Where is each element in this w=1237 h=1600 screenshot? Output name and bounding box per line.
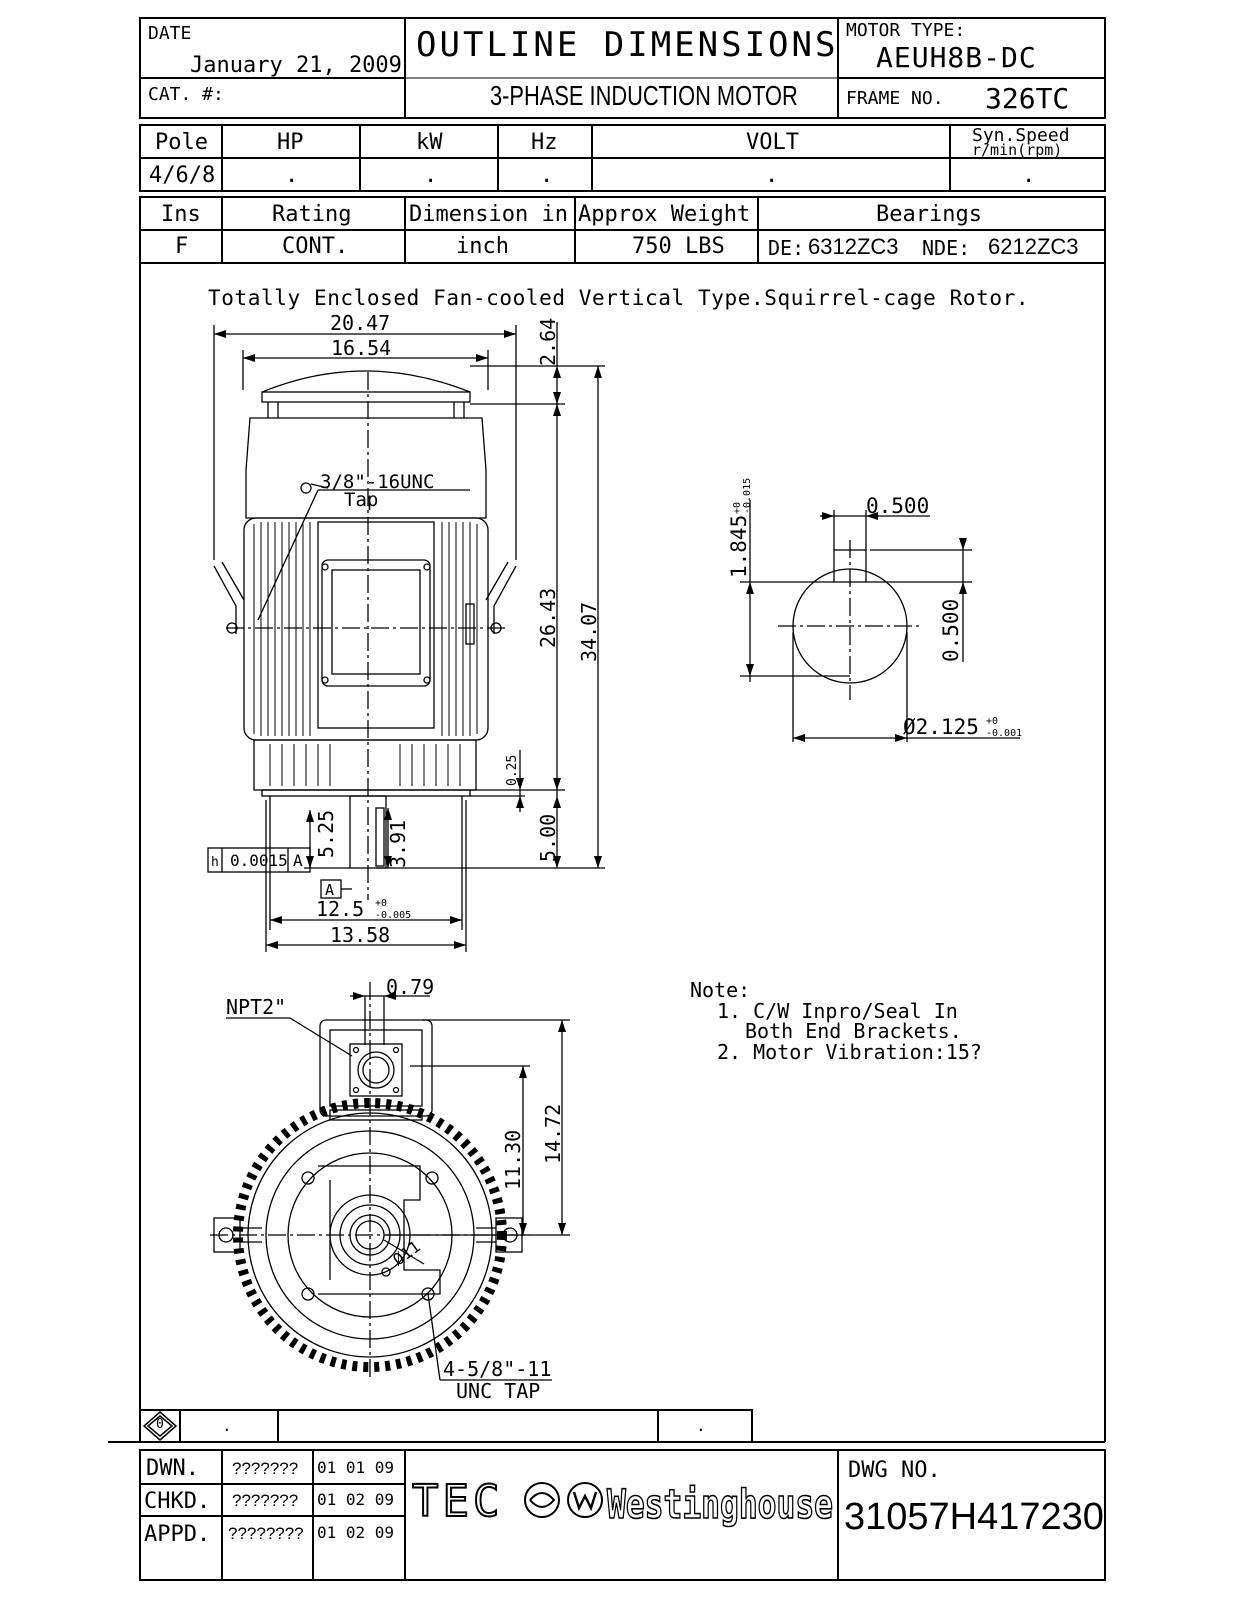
dim-pilot-tol-top: +0	[375, 898, 388, 909]
page-title: OUTLINE DIMENSIONS	[416, 25, 839, 65]
dim-key-height: 0.500	[939, 598, 963, 662]
dwn-name: ???????	[232, 1459, 299, 1478]
dwg-label: DWG NO.	[848, 1458, 941, 1483]
drawing-caption: Totally Enclosed Fan-cooled Vertical Type.Squirrel-cage Rotor.	[208, 286, 1030, 310]
chkd-label: CHKD.	[144, 1489, 211, 1514]
cat-label: CAT. #:	[148, 84, 224, 105]
dim-bolt-circle: Ø11	[389, 1236, 424, 1270]
dim-shaft-tol-top: +0	[986, 716, 999, 727]
frame-value: 326TC	[985, 82, 1070, 115]
datum-a-label: A	[325, 881, 335, 899]
dim-tap-label: Tap	[344, 489, 379, 511]
dim-total-height: 34.07	[577, 601, 601, 662]
col-speed-header: Syn.Speed	[972, 125, 1070, 146]
frame-label: FRAME NO.	[846, 88, 944, 109]
tolerance-value: 0.0015	[230, 851, 288, 870]
col-weight-header: Approx Weight	[578, 202, 751, 227]
dim-pilot: 12.5	[316, 897, 365, 921]
motor-type-label: MOTOR TYPE:	[846, 20, 966, 41]
kw-value: .	[424, 163, 438, 188]
dim-npt: NPT2"	[226, 995, 287, 1019]
dim-bolt-tap-label: UNC TAP	[456, 1379, 541, 1403]
dim-conduit-height: 11.30	[501, 1129, 525, 1190]
hz-value: .	[540, 163, 554, 188]
revision-dot-1: .	[222, 1416, 232, 1435]
dwg-number: 31057H417230	[844, 1496, 1104, 1538]
col-volt-header: VOLT	[746, 130, 799, 155]
appd-name: ????????	[228, 1524, 304, 1543]
speed-value: .	[1022, 163, 1036, 188]
note-2: 2. Motor Vibration:15?	[717, 1040, 982, 1064]
appd-label: APPD.	[144, 1522, 211, 1547]
col-speed-unit: r/min(rpm)	[972, 141, 1063, 159]
dim-key-tol-bottom: -0.015	[742, 477, 753, 514]
nde-label: NDE:	[922, 236, 971, 260]
note-1-cont: Both End Brackets.	[745, 1019, 962, 1043]
col-ins-header: Ins	[161, 202, 201, 227]
nde-value: 6212ZC3	[988, 234, 1079, 259]
note-1: 1. C/W Inpro/Seal In	[717, 999, 958, 1023]
dim-shaft-extension: 5.00	[536, 813, 560, 862]
page-subtitle: 3-PHASE INDUCTION MOTOR	[490, 80, 798, 111]
tolerance-symbol: h	[211, 855, 219, 870]
dim-tap: 3/8"-16UNC	[320, 471, 435, 493]
dim-conduit-total: 14.72	[541, 1103, 565, 1164]
tolerance-datum: A	[293, 851, 303, 870]
dwn-label: DWN.	[146, 1456, 199, 1481]
dim-body-height: 26.43	[536, 587, 560, 648]
dim-overall-width: 20.47	[330, 311, 391, 335]
de-value: 6312ZC3	[808, 234, 899, 259]
date-label: DATE	[148, 23, 192, 44]
col-hz-header: Hz	[531, 130, 558, 155]
rating-value: CONT.	[282, 234, 349, 259]
revision-dot-2: .	[696, 1416, 706, 1435]
ins-value: F	[175, 234, 189, 259]
dim-key-depth: 1.845	[727, 514, 751, 578]
dim-bolt-tap: 4-5/8"-11	[443, 1357, 552, 1381]
hp-value: .	[285, 163, 299, 188]
appd-date: 01 02 09	[317, 1523, 395, 1542]
pole-value: 4/6/8	[149, 163, 216, 188]
dim-shaft-length: 5.25	[314, 809, 338, 858]
dim-shaft-dia: Ø2.125	[903, 715, 979, 739]
notes-heading: Note:	[690, 978, 751, 1002]
col-hp-header: HP	[277, 130, 304, 155]
col-bearings-header: Bearings	[876, 202, 982, 227]
dim-pilot-tol-bottom: -0.005	[375, 910, 412, 921]
dim-conduit-offset: 0.79	[386, 975, 435, 999]
col-pole-header: Pole	[155, 130, 208, 155]
motor-type-value: AEUH8B-DC	[876, 41, 1037, 74]
de-label: DE:	[768, 236, 805, 260]
dim-key-width: 0.500	[866, 494, 930, 518]
teco-logo-icon	[412, 1472, 836, 1532]
dim-shaft-tol-bottom: -0.001	[986, 728, 1023, 739]
dim-key-tol-top: +0	[732, 501, 743, 514]
col-rating-header: Rating	[272, 202, 352, 227]
dim-flange-gap: 0.25	[505, 754, 520, 786]
revision-symbol: 0	[156, 1417, 164, 1432]
chkd-name: ???????	[232, 1491, 299, 1510]
chkd-date: 01 02 09	[317, 1490, 395, 1509]
dwn-date: 01 01 09	[317, 1458, 395, 1477]
company-logo	[412, 1472, 836, 1532]
dimension-value: inch	[456, 234, 509, 259]
logo-teco-text: TEC	[412, 1476, 504, 1527]
dim-flange-dia: 13.58	[330, 923, 391, 947]
dim-body-width: 16.54	[331, 336, 392, 360]
col-dimension-header: Dimension in	[409, 202, 568, 227]
weight-value: 750 LBS	[632, 234, 725, 259]
volt-value: .	[765, 163, 779, 188]
logo-westinghouse-text: Westinghouse	[607, 1482, 833, 1528]
dim-top-offset: 2.64	[536, 317, 560, 366]
dim-key-length: 3.91	[386, 819, 410, 868]
date-value: January 21, 2009	[190, 53, 402, 78]
col-kw-header: kW	[416, 130, 443, 155]
